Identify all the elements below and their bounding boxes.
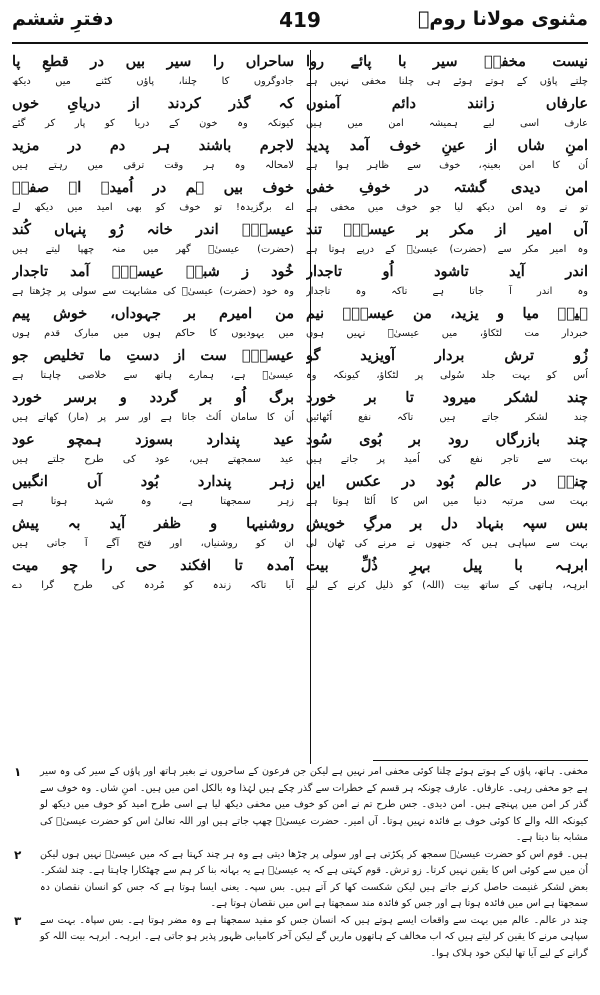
footnote-text: ہیں۔ قوم اس کو حضرت عیسیٰؑ سمجھ کر پکڑتی ہے اور سولی پر چڑھا دیتی ہے وہ ہر چند کہتا ہے کہ میں عیسیٰؑ نہیں ہوں لیکن اُن میں سے کوئی اس کا یقین نہیں کرتا۔ زو ترش۔ قوم کہتی ہے کہ یہ عیسیٰؑ ہے یہ بہانہ بنا کر ہم سے چھٹکارا چاہتا ہے۔ چند لشکر۔ بعض لشکر غنیمت حاصل کرنے جاتے ہیں لیکن شکست کھا کر آتے ہیں۔ بس سپہ۔ یعنی ایسا ہوتا ہے کہ جس کو انسان نقصان دہ سمجھتا ہے اس میں فائدہ ہوتا ہے اور جس کو فائدہ مند سمجھتا ہے اس میں نقصان ہوتا ہے۔ <box>40 848 588 909</box>
translation-line: ابرہہ، ہاتھی کے ساتھ بیت (اللہ) کو ذلیل کرنے کے لیے <box>306 580 588 591</box>
translation-line: اُن کا امن بعینہٖ، خوف سے ظاہر ہوا ہے <box>306 160 588 171</box>
verse-line: امن دیدی گشتہ در خوفِ خفی <box>306 179 588 196</box>
translation-line: چند لشکر جاتے ہیں تاکہ نفع اُٹھائیں <box>306 412 588 423</box>
footnote-rule <box>373 760 588 761</box>
translation-line: بہت سی مرتبہ دنیا میں اس کا اُلٹا ہوتا ہے <box>306 496 588 507</box>
verse-line: چندؒ در عالم بُود در عکس ایں <box>306 473 588 490</box>
footnote-number: ۲ <box>14 847 22 862</box>
verse-line: من امیرم بر جہوداں، خوش پیم <box>12 305 294 322</box>
footnote <box>12 764 588 847</box>
verse-line: روشنیہا و ظفر آید بہ پیش <box>12 515 294 532</box>
verse-line: برگ اُو بر گردد و برسر خورد <box>12 389 294 406</box>
verse-line: آمدہ تا افکند حی را چو میت <box>12 557 294 574</box>
translation-line: میں یہودیوں کا حاکم ہوں میں مبارک قدم ہوں <box>12 328 294 339</box>
translation-line: اُس کو بہت جلد سُولی پر لٹکاؤ، کیونکہ وہ <box>306 370 588 381</box>
verse-line: بس سپہ بنہاد دل بر مرگِ خویش <box>306 515 588 532</box>
volume-label: دفترِ ششم <box>12 8 114 30</box>
verse-line: ہیںؒ میا و یزید، من عیسیٰؑ نیم <box>306 305 588 322</box>
book-title: مثنوی مولانا رومؒ <box>418 8 588 30</box>
translation-line: آیا تاکہ زندہ کو مُردہ کی طرح گرا دے <box>12 580 294 591</box>
translation-line: زہر سمجھتا ہے، وہ شہد ہوتا ہے <box>12 496 294 507</box>
header-rule <box>12 42 588 44</box>
translation-line: ان کو روشنیاں، اور فتح آگے آ جاتی ہیں <box>12 538 294 549</box>
translation-line: بہت سے تاجر نفع کی اُمید پر جاتے ہیں <box>306 454 588 465</box>
verse-line: امنِ شاں از عینِ خوف آمد پدید <box>306 137 588 154</box>
verse-line: ابرہہ با پیل بہرِ ذُلِّ بیت <box>306 557 588 574</box>
verse-line: زہر پندارد بُود آں انگبیں <box>12 473 294 490</box>
translation-line: اے برگزیدہ! تو خوف کو بھی امید میں دیکھ لے <box>12 202 294 213</box>
verse-line: زُو ترش بردار آویزید گو <box>306 347 588 364</box>
translation-line: وہ امیر مکر سے (حضرت) عیسیٰؑ کے درپے ہوتا ہے <box>306 244 588 255</box>
verse-line: لاجرم باشند ہر دم در مزید <box>12 137 294 154</box>
translation-line: عارف اسی لیے ہمیشہ امن میں ہیں <box>306 118 588 129</box>
column-divider <box>310 50 311 764</box>
translation-line: بہت سے سپاہی ہیں کہ جنھوں نے مرنے کی ٹھان لی <box>306 538 588 549</box>
right-column <box>306 50 588 596</box>
page-number: 419 <box>279 8 321 32</box>
translation-line: کیونکہ وہ خون کے دریا کو پار کر گئے <box>12 118 294 129</box>
verse-line: خوف بیں ہم در اُمیدے اے صفیؒ <box>12 179 294 196</box>
translation-line: عیسیٰؑ ہے، ہمارے ہاتھ سے خلاصی چاہتا ہے <box>12 370 294 381</box>
translation-line: چلتے پاؤں کے ہوتے ہوئے ہی چلنا مخفی نہیں ہے <box>306 76 588 87</box>
footnote-number: ۳ <box>14 913 22 928</box>
verse-line: عیسیٰؑ اندر خانہ رُو پنہاں کُند <box>12 221 294 238</box>
verse-line: چند بازرگاں رود بر بُوی سُود <box>306 431 588 448</box>
verse-line: نیست مخفیؒ سیر با پائے روا <box>306 53 588 70</box>
translation-line: جادوگروں کا چلنا، پاؤں کٹنے میں دیکھ <box>12 76 294 87</box>
verse-columns <box>12 50 588 764</box>
verse-line: آں امیر از مکر بر عیسیٰؑ تند <box>306 221 588 238</box>
footnote-text: چند در عالم۔ عالم میں بہت سے واقعات ایسے ہوتے ہیں کہ انسان جس کو مفید سمجھتا ہے وہ مضر ہوتا ہے۔ بس سپاہ۔ بہت سے سپاہی مرنے کا یقین کر لیتے ہیں کہ اب مخالف کے ہاتھوں ماریں گے لیکن آخر کامیابی ظہور پذیر ہو جاتی ہے۔ ابرہہ۔ ابرہہ بیت اللہ کو گرانے کے لیے آیا تھا لیکن خود ہلاک ہوا۔ <box>40 914 588 959</box>
footnote <box>12 913 588 963</box>
verse-line: ساحراں را سیر بیں در قطعِ پا <box>12 53 294 70</box>
footnote-text: مخفی۔ ہاتھ، پاؤں کے ہوتے ہوئے چلنا کوئی مخفی امر نہیں ہے لیکن جن فرعون کے ساحروں نے بغیر ہاتھ اور پاؤں کے سیر کی وہ سیر ہے جو مخفی رہی۔ عارفاں۔ عارف چونکہ ہر قسم کے خطرات سے گذر چکے ہیں لہٰذا وہ بالکل امن میں ہیں۔ امنِ شاں۔ وہ خوف سے گذر کر امن میں پہنچے ہیں۔ امن دیدی۔ جس طرح تم نے امن کو خوف میں مخفی دیکھ لیا ہے اسی طرح امید کو خوف میں دیکھ لو کیونکہ اللہ والے کا کوئی خوف بے فائدہ نہیں ہوتا۔ آں امیر۔ حضرت عیسیٰؑ چھپ جاتے ہیں اور اللہ تعالیٰ اس کو حضرت عیسیٰؑ کی مشابہ بنا دیتا ہے۔ <box>40 766 588 843</box>
footnote <box>12 847 588 913</box>
translation-line: عید سمجھتے ہیں، عود کی طرح جلتے ہیں <box>12 454 294 465</box>
translation-line: اُن کا سامان اُلٹ جاتا ہے اور سر پر (مار) کھاتے ہیں <box>12 412 294 423</box>
verse-line: عید پندارد بسوزد ہمچو عود <box>12 431 294 448</box>
verse-line: چند لشکر میرود تا بر خورد <box>306 389 588 406</box>
translation-line: تو نے وہ امن دیکھ لیا جو خوف میں مخفی ہے <box>306 202 588 213</box>
translation-line: وہ خود (حضرت) عیسیٰؑ کی مشابہت سے سولی پر چڑھتا ہے <box>12 286 294 297</box>
verse-line: اندر آید تاشود اُو تاجدار <box>306 263 588 280</box>
verse-line: کہ گذر کردند از دریایِ خوں <box>12 95 294 112</box>
translation-line: (حضرت) عیسیٰؑ گھر میں منہ چھپا لیتے ہیں <box>12 244 294 255</box>
left-column <box>12 50 294 596</box>
verse-line: عیسیٰؑ ست از دستِ ما تخلیص جو <box>12 347 294 364</box>
page-header <box>12 6 588 46</box>
footnotes <box>12 764 588 962</box>
verse-line: خُود ز شبہِ عیسیٰؑ آمد تاجدار <box>12 263 294 280</box>
verse-line: عارفاں زانند دائم آمنوں <box>306 95 588 112</box>
translation-line: وہ اندر آ جاتا ہے تاکہ وہ تاجدار <box>306 286 588 297</box>
footnote-number: ۱ <box>14 765 22 779</box>
translation-line: لامحالہ وہ ہر وقت ترقی میں رہتے ہیں <box>12 160 294 171</box>
translation-line: خبردار مت لٹکاؤ، میں عیسیٰؑ نہیں ہوں <box>306 328 588 339</box>
